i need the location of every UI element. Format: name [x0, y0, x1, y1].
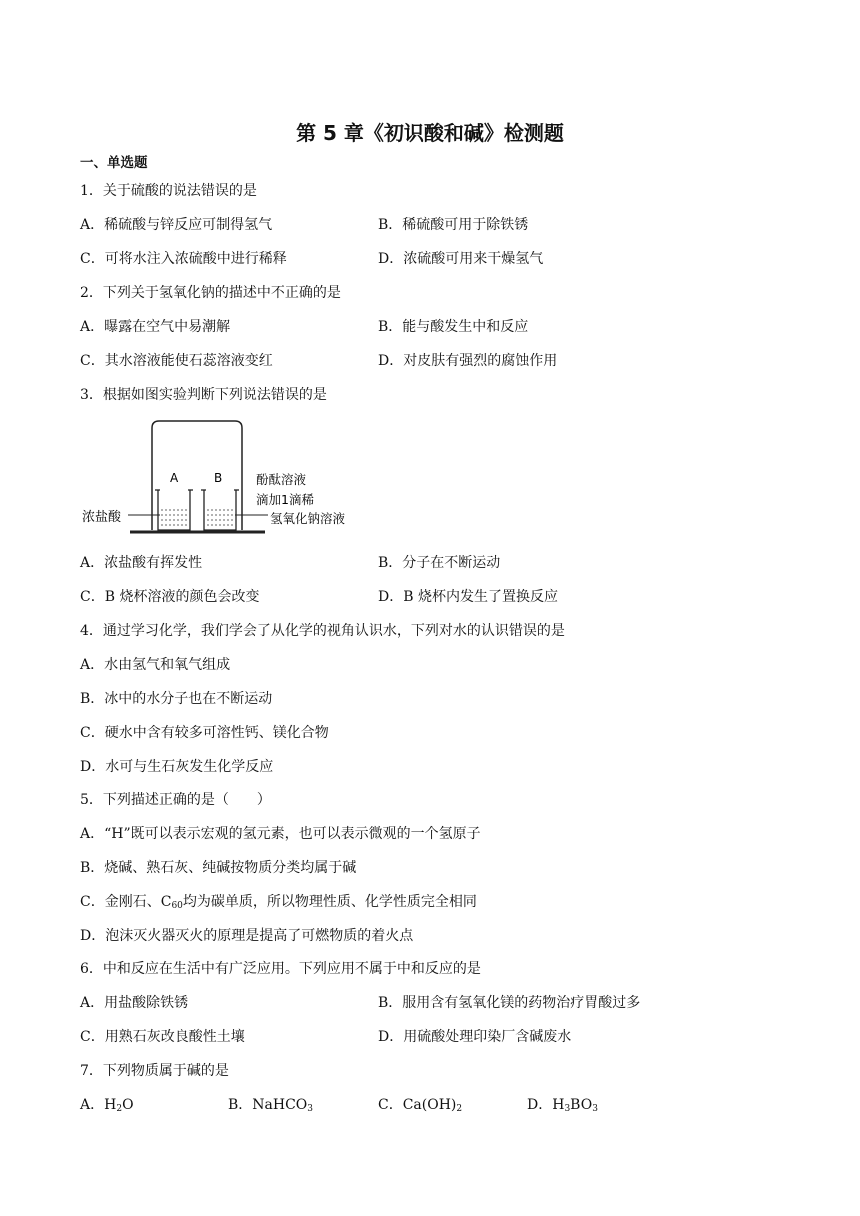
label-naoh-solution: 氢氧化钠溶液 [270, 511, 346, 526]
experiment-figure [80, 418, 370, 542]
question-3-stem: 3．根据如图实验判断下列说法错误的是 [80, 387, 327, 403]
q1-option-a: A．稀硫酸与锌反应可制得氢气 [80, 217, 273, 233]
page-title: 第 5 章《初识酸和碱》检测题 [296, 121, 564, 145]
q6-option-b: B．服用含有氢氧化镁的药物治疗胃酸过多 [378, 995, 641, 1011]
question-4-stem: 4．通过学习化学，我们学会了从化学的视角认识水，下列对水的认识错误的是 [80, 623, 565, 639]
q3-option-d: D．B 烧杯内发生了置换反应 [378, 589, 558, 605]
q1-option-c: C．可将水注入浓硫酸中进行稀释 [80, 251, 287, 267]
q5-option-c: C．金刚石、$C_{60}$均为碳单质，所以物理性质、化学性质完全相同 [80, 894, 477, 911]
q4-option-d: D．水可与生石灰发生化学反应 [80, 759, 274, 775]
q4-option-a: A．水由氢气和氧气组成 [80, 657, 231, 673]
q1-option-b: B．稀硫酸可用于除铁锈 [378, 217, 529, 233]
q7-option-a: A．$H_2O$ [80, 1097, 134, 1114]
q6-option-a: A．用盐酸除铁锈 [80, 995, 189, 1011]
q1-option-d: D．浓硫酸可用来干燥氢气 [378, 251, 544, 267]
section-heading: 一、单选题 [80, 155, 148, 171]
q2-option-d: D．对皮肤有强烈的腐蚀作用 [378, 353, 558, 369]
liquid-b [207, 510, 233, 525]
label-add-drop: 滴加1滴稀 [256, 492, 314, 507]
q6-option-c: C．用熟石灰改良酸性土壤 [80, 1029, 245, 1045]
q4-option-b: B．冰中的水分子也在不断运动 [80, 691, 273, 707]
q5-option-d: D．泡沫灭火器灭火的原理是提高了可燃物质的着火点 [80, 928, 414, 944]
liquid-a [161, 510, 187, 525]
q3-option-c: C．B 烧杯溶液的颜色会改变 [80, 589, 260, 605]
question-6-stem: 6．中和反应在生活中有广泛应用。下列应用不属于中和反应的是 [80, 961, 481, 977]
bell-jar [152, 421, 242, 530]
q7-option-c: C．$Ca(OH)_2$ [378, 1097, 463, 1114]
q3-option-b: B．分子在不断运动 [378, 555, 501, 571]
q4-option-c: C．硬水中含有较多可溶性钙、镁化合物 [80, 725, 329, 741]
q5-option-a: A．“H”既可以表示宏观的氢元素，也可以表示微观的一个氢原子 [80, 826, 481, 842]
question-1-stem: 1．关于硫酸的说法错误的是 [80, 183, 257, 199]
q5-option-b: B．烧碱、熟石灰、纯碱按物质分类均属于碱 [80, 860, 357, 876]
beaker-b-label: B [214, 471, 223, 485]
q2-option-a: A．曝露在空气中易潮解 [80, 319, 231, 335]
question-5-stem: 5．下列描述正确的是（ ） [80, 792, 271, 808]
question-7-stem: 7．下列物质属于碱的是 [80, 1063, 229, 1079]
q6-option-d: D．用硫酸处理印染厂含碱废水 [378, 1029, 572, 1045]
beaker-a-label: A [170, 471, 179, 485]
q7-option-b: B．NaHCO$_3$ [228, 1097, 314, 1114]
q3-option-a: A．浓盐酸有挥发性 [80, 555, 203, 571]
question-2-stem: 2．下列关于氢氧化钠的描述中不正确的是 [80, 285, 341, 301]
q2-option-c: C．其水溶液能使石蕊溶液变红 [80, 353, 273, 369]
label-phenolphthalein: 酚酞溶液 [256, 472, 307, 487]
q7-option-d: D．$H_3BO_3$ [527, 1097, 598, 1114]
label-concentrated-hcl: 浓盐酸 [82, 510, 122, 525]
q2-option-b: B．能与酸发生中和反应 [378, 319, 529, 335]
